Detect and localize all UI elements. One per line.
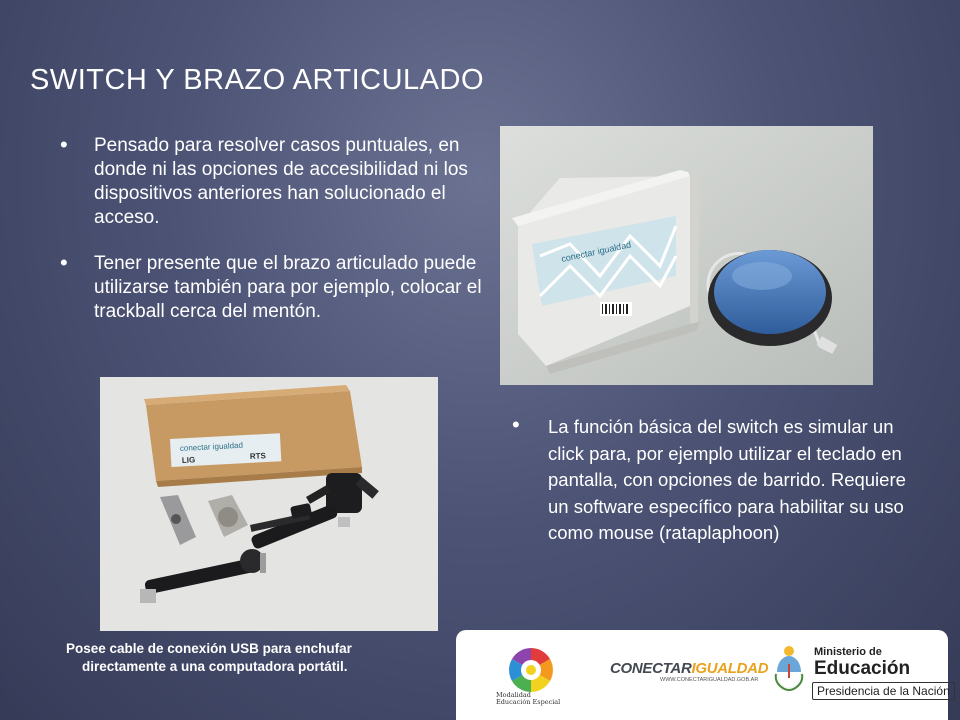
arm-box-label-2: LIG	[181, 455, 196, 465]
bullet-item	[60, 134, 500, 230]
educacion-especial-text	[496, 692, 560, 706]
conectar-igualdad-wordmark	[610, 660, 769, 677]
argentina-shield-icon	[774, 644, 804, 692]
articulated-arm-illustration	[100, 377, 438, 631]
ministerio-educacion-logo	[774, 642, 950, 706]
caption-line-2: directamente a una computadora portátil.	[82, 659, 348, 674]
conectar-igualdad-url: WWW.CONECTARIGUALDAD.GOB.AR	[660, 677, 759, 683]
ministerio-line-3: Presidencia de la Nación	[812, 682, 955, 700]
bullet-item	[60, 252, 500, 324]
bullet-text: Tener presente que el brazo articulado puede utilizarse también para por ejemplo, colocar el trackball cerca del mentón.	[94, 253, 482, 322]
caption-line-1: Posee cable de conexión USB para enchufar	[66, 641, 352, 656]
footer-logo-bar	[456, 630, 948, 720]
bullet-dot-icon: •	[512, 412, 520, 437]
bullet-text: La función básica del switch es simular un click para, por ejemplo utilizar el teclado en pantalla, con opciones de barrido. Requiere un software específico para habilitar su uso como mouse (rataplaphoon)	[548, 416, 906, 543]
ministerio-line-1: Ministerio de	[814, 646, 882, 658]
slide-title: SWITCH Y BRAZO ARTICULADO	[30, 64, 485, 96]
bullet-text: Pensado para resolver casos puntuales, en donde ni las opciones de accesibilidad ni los dispositivos anteriores han solucionado el acceso.	[94, 135, 468, 228]
photo-caption	[66, 640, 446, 676]
bullet-item	[512, 414, 912, 547]
conectar-word: CONECTAR	[610, 660, 692, 677]
conectar-igualdad-logo	[610, 660, 769, 684]
arm-box-label: conectar igualdad	[179, 440, 244, 453]
articulated-arm-photo	[100, 377, 438, 631]
educacion-especial-line-1: Modalidad	[496, 691, 531, 699]
right-bullet-list	[512, 414, 912, 547]
switch-box-label: conectar igualdad	[560, 239, 632, 264]
switch-photo-illustration	[500, 126, 873, 385]
bullet-dot-icon: •	[60, 132, 68, 157]
ministerio-line-2: Educación	[814, 658, 911, 679]
switch-photo	[500, 126, 873, 385]
educacion-especial-line-2: Educación Especial	[496, 698, 561, 706]
arm-box-label-3: RTS	[249, 451, 267, 461]
bullet-dot-icon: •	[60, 250, 68, 275]
bullet-list	[60, 134, 500, 346]
igualdad-word: IGUALDAD	[691, 660, 769, 677]
